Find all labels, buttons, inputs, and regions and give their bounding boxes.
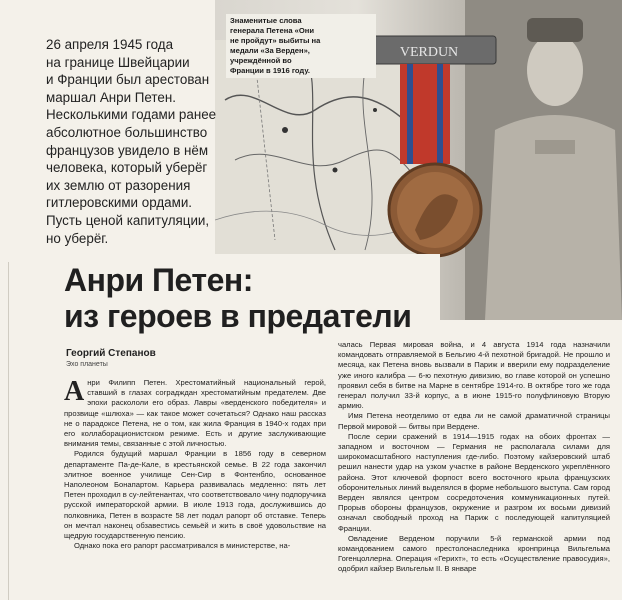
caption-line: Знаменитые слова — [230, 16, 302, 25]
author-name: Георгий Степанов — [66, 348, 156, 359]
caption-line: генерала Петена «Они — [230, 26, 315, 35]
paragraph: После серии сражений в 1914—1915 годах на обоих фронтах — западном и восточном — Германия не располагала силами для широкомасштабного наступления где-либо. Поэтому кайзеровский штаб решил нанести удар на узком участке в районе Верденского укреплённого района. Этот ключевой форпост всего восточного крыла французских оборонительных линий выделялся в форме небольшого выступа. Сам город Верден являлся центром сосредоточения коммуникационных путей. Прорыв обороны французов, окружение и разгром их восьми дивизий означал свободный проход на Париж с последующей капитуляцией Франции. — [338, 431, 610, 533]
photo-caption — [226, 14, 376, 78]
intro-line: их землю от разорения — [46, 177, 191, 193]
paragraph: чалась Первая мировая война, и 4 августа 1914 года назначили командовать отправляемой в Бельгию 4-й пехотной бригадой. Не прошло и месяца, как Петена вновь вызвали в Париж и вверили ему подразделение уже иного калибра — 6-ю пехотную дивизию, во главе которой он успешно проявил себя в битве на Марне в сентябре 1914-го. В октябре того же года генерал получил 33-й корпус, а в июне 1915-го полуфлиновую Вторую армию. — [338, 340, 610, 411]
medal-bar-text: VERDUN — [399, 45, 459, 60]
intro-line: и Франции был арестован — [46, 72, 210, 88]
medal-detail — [360, 30, 500, 280]
intro-line: гитлеровскими ордами. — [46, 195, 193, 211]
title-line: Анри Петен: — [64, 262, 253, 298]
paragraph-text: нри Филипп Петен. Хрестоматийный национальный герой, ставший в глазах соградждан хрестоматийным предателем. Две эпохи раскололи его образ. Лавры «верденского победителя» и прозвище «шлюха» — как такое может сочетаться? Однако наш рассказ не о парадоксе Петена, не о том, как жила Франция в 1940-х годах при его коллаборационистском режиме. Есть и другие заслуживающие внимания темы, связанные с этой личностью. — [64, 378, 326, 449]
intro-line: маршал Анри Петен. — [46, 89, 176, 105]
paragraph — [64, 378, 326, 449]
title-line: из героев в предатели — [64, 298, 412, 334]
source-name: Эхо планеты — [66, 361, 108, 368]
intro-line: на границе Швейцарии — [46, 54, 190, 70]
intro-text — [46, 36, 226, 247]
caption-line: Франции в 1916 году. — [230, 66, 311, 75]
intro-line: Пусть ценой капитуляции, — [46, 212, 210, 228]
article-title — [64, 262, 411, 334]
page-edge — [0, 262, 9, 600]
caption-line: не пройдут» выбиты на — [230, 36, 321, 45]
paragraph: Овладение Верденом поручили 5-й германской армии под командованием самого престолонаследника кронпринца Вильгельма Гогенцоллерна. Операция «Герихт», то есть «Осуществление правосудия», одобрил кайзер Вильгельм II. В январе — [338, 533, 610, 574]
intro-line: абсолютное большинство — [46, 124, 208, 140]
caption-line: медали «За Верден», — [230, 46, 310, 55]
article-column-2 — [338, 340, 610, 575]
paragraph: Однако пока его рапорт рассматривался в министерстве, на- — [74, 541, 291, 551]
paragraph: Родился будущий маршал Франции в 1856 году в северном департаменте Па-де-Кале, в крестьянской семье. В 22 года закончил элитное военное училище Сен-Сир в Фонтенбло, основанное Наполеоном Бонапартом. Карьера развивалась медленно: пять лет Петен проходил в су-лейтенантах, что соответствовало чину подпоручика русской императорской армии. В июле 1913 года, дослужившись до полковника, Петен в возрасте 58 лет подал рапорт об отставке. Теперь он мечтал наконец обзавестись семьёй и жить в своё удовольствие на щедрую государственную пенсию. — [64, 449, 327, 541]
intro-line: 26 апреля 1945 года — [46, 37, 174, 52]
article-column-1 — [64, 378, 326, 551]
caption-line: учреждённой во — [230, 56, 292, 65]
intro-line: Несколькими годами ранее — [46, 107, 217, 123]
intro-line: человека, который уберёг — [46, 160, 208, 176]
drop-cap: А — [64, 376, 85, 407]
verdun-medal — [595, 0, 622, 150]
paragraph: Имя Петена неотделимо от едва ли не самой драматичной страницы Первой мировой — битвы при Вердене. — [338, 411, 610, 431]
intro-line: но уберёг. — [46, 230, 109, 246]
intro-line: французов увидело в нём — [46, 142, 209, 158]
